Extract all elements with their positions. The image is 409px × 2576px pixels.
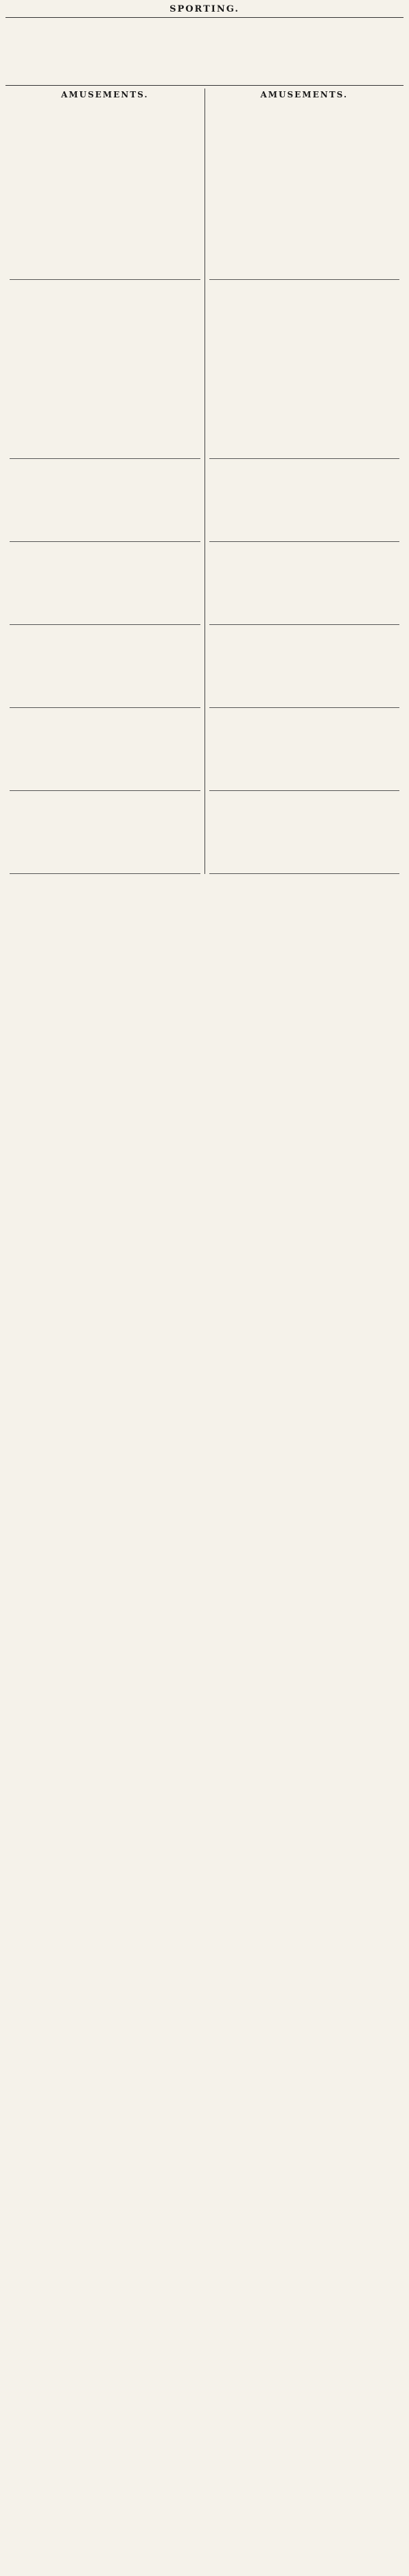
- advertisement-columns: [5, 88, 404, 874]
- masthead-rule: [5, 17, 404, 18]
- right-ad-1: [209, 101, 400, 280]
- right-section-heading: AMUSEMENTS.: [260, 90, 349, 99]
- right-ad-7: [209, 791, 400, 874]
- right-ad-5: [209, 625, 400, 708]
- running-head: SPORTING.: [170, 4, 239, 14]
- left-ad-2: [10, 280, 200, 459]
- left-column: [5, 88, 204, 874]
- left-section-heading: AMUSEMENTS.: [60, 90, 149, 99]
- left-ad-4: [10, 542, 200, 625]
- right-column: [204, 88, 404, 874]
- left-ad-1: [10, 101, 200, 280]
- section-rule: [5, 85, 404, 86]
- left-ad-3: [10, 459, 200, 542]
- left-ad-7: [10, 791, 200, 874]
- right-ad-3: [209, 459, 400, 542]
- right-ad-6: [209, 708, 400, 791]
- right-ad-4: [209, 542, 400, 625]
- left-ad-5: [10, 625, 200, 708]
- lead-notice: [5, 21, 404, 82]
- left-ad-6: [10, 708, 200, 791]
- right-ad-2: [209, 280, 400, 459]
